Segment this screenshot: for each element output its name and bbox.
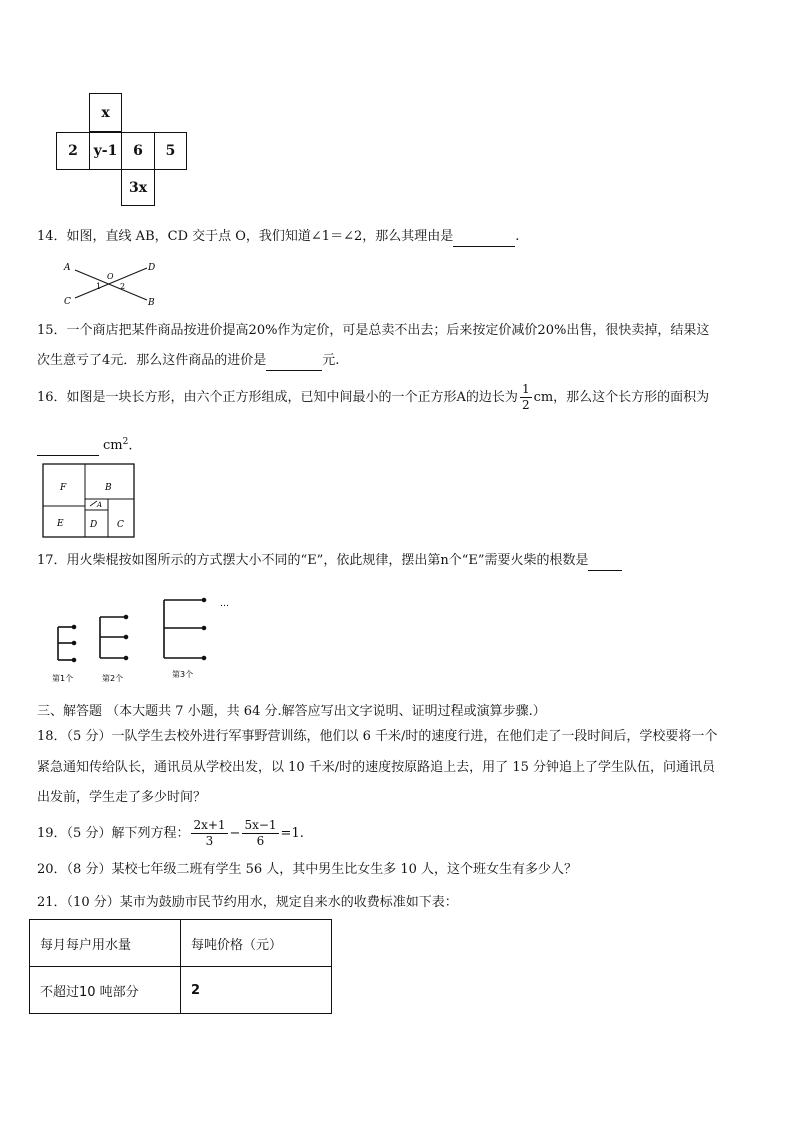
net-cell-4: 5 [154,132,187,170]
angle-2-label: 2 [120,282,126,291]
answer-blank-16 [37,441,99,456]
square-a-label: A [97,501,103,509]
square-b-label: B [105,483,112,493]
table-cell: 2 [181,967,332,1014]
minus-sign: − [229,826,241,841]
question-18-line3: 出发前，学生走了多少时间？ [37,790,207,805]
fraction-half [520,382,532,413]
question-15-line2 [37,351,339,371]
intersecting-lines-figure [62,258,162,308]
label-o: O [107,272,114,281]
question-16-line1 [37,382,709,413]
label-b: B [148,298,155,308]
equation-rhs: =1 [280,826,300,841]
question-16-line2 [37,432,132,456]
question-19-end: . [299,826,304,841]
section-3-heading: 三、解答题 （本大题共 7 小题，共 64 分.解答应写出文字说明、证明过程或演算步骤.） [37,704,546,719]
fraction-2-denominator: 6 [256,834,265,848]
question-15-text: 次生意亏了4元．那么这件商品的进价是 [37,353,267,368]
table-header: 每月每户用水量 [30,920,181,967]
label-a: A [64,263,71,273]
square-f-label: F [60,483,67,493]
label-d: D [148,263,156,273]
net-cell-top: x [89,93,122,132]
table-row [30,967,332,1014]
net-cell-3: 6 [121,132,155,170]
caption-1: 第1个 [52,674,74,683]
question-14-text: 14．如图，直线 AB，CD 交于点 O，我们知道∠1＝∠2，那么其理由是 [37,229,454,244]
answer-blank-15 [266,356,322,371]
square-c-label: C [117,520,124,530]
question-18-line1: 18．（5 分）一队学生去校外进行军事野营训练，他们以 6 千米/时的速度行进，在他们走了一段时间后，学校要将一个 [37,729,718,744]
square-e-label: E [57,519,64,529]
question-15-unit: 元. [322,353,340,368]
question-15-line1: 15．一个商店把某件商品按进价提高20%作为定价，可是总卖不出去；后来按定价减价20%出售，很快卖掉，结果这 [37,323,710,338]
angle-1-label: 1 [96,282,102,291]
pointer-a [90,501,97,506]
fraction-denominator: 2 [521,398,530,412]
caption-3: 第3个 [172,670,194,679]
answer-blank-14 [453,232,515,247]
square-d-label: D [90,520,98,530]
question-16-text-a: 16．如图是一块长方形，由六个正方形组成，已知中间最小的一个正方形A的边长为 [37,390,518,405]
table-cell: 不超过10 吨部分 [30,967,181,1014]
ellipsis: … [220,599,229,609]
table-header-row [30,920,332,967]
caption-2: 第2个 [102,674,124,683]
table-header: 每吨价格（元） [181,920,332,967]
fraction-numerator: 1 [521,382,530,396]
area-unit-exponent: 2 [122,437,129,447]
area-unit: cm [103,438,123,454]
question-19 [37,816,304,852]
net-cell-1: 2 [56,132,90,170]
fraction-2-numerator: 5x−1 [244,818,277,832]
net-cell-2: y-1 [89,132,122,170]
fraction-1 [191,818,227,849]
question-16-text-b: cm，那么这个长方形的面积为 [533,390,710,405]
answer-blank-17 [588,556,622,571]
fraction-1-numerator: 2x+1 [193,818,226,832]
question-20: 20．（8 分）某校七年级二班有学生 56 人，其中男生比女生多 10 人，这个班女生有多少人？ [37,862,578,877]
question-21: 21．（10 分）某市为鼓励市民节约用水，规定自来水的收费标准如下表： [37,895,458,910]
six-squares-figure [42,463,136,539]
question-17 [37,551,622,571]
e-pattern-2 [100,616,128,660]
water-price-table [29,919,332,1014]
question-16-end: . [128,438,133,454]
label-c: C [64,297,71,307]
fraction-1-denominator: 3 [205,834,214,848]
matchstick-e-figure [40,590,250,686]
e-pattern-3 [164,599,206,660]
question-14 [37,227,519,247]
fraction-2 [242,818,278,849]
e-pattern-1 [58,626,76,662]
question-14-end: . [515,229,520,244]
net-cell-bottom: 3x [121,169,155,206]
question-17-text: 17．用火柴棍按如图所示的方式摆大小不同的“E”，依此规律，摆出第n个“E”需要火柴的根数是 [37,553,589,568]
question-18-line2: 紧急通知传给队长，通讯员从学校出发，以 10 千米/时的速度按原路追上去，用了 15 分钟追上了学生队伍，问通讯员 [37,760,715,775]
question-19-text: 19．（5 分）解下列方程： [37,826,190,841]
